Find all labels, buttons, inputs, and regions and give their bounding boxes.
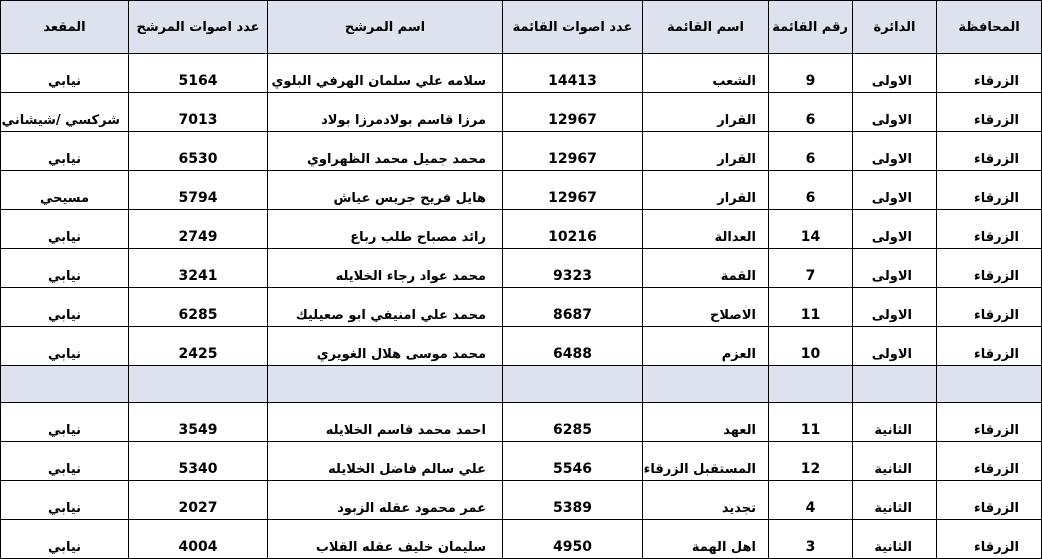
cell-candidate-votes: 6530 bbox=[129, 132, 268, 171]
separator-cell bbox=[643, 366, 769, 403]
cell-list-name: اهل الهمة bbox=[643, 520, 769, 559]
district-separator-row bbox=[1, 366, 1042, 403]
table-row bbox=[1, 93, 1042, 132]
cell-list-number: 6 bbox=[769, 171, 853, 210]
cell-candidate-name: علي سالم فاضل الخلايله bbox=[268, 442, 503, 481]
cell-district: الثانية bbox=[853, 520, 937, 559]
cell-seat: مسيحي bbox=[1, 171, 129, 210]
cell-list-number: 3 bbox=[769, 520, 853, 559]
cell-candidate-votes: 5164 bbox=[129, 54, 268, 93]
cell-governorate: الزرقاء bbox=[937, 54, 1042, 93]
cell-candidate-name: محمد جميل محمد الظهراوي bbox=[268, 132, 503, 171]
cell-district: الاولى bbox=[853, 288, 937, 327]
cell-candidate-name: سلامه علي سلمان الهرفي البلوي bbox=[268, 54, 503, 93]
cell-seat: نيابي bbox=[1, 132, 129, 171]
cell-seat: نيابي bbox=[1, 54, 129, 93]
table-row bbox=[1, 442, 1042, 481]
header-candidate-votes: عدد اصوات المرشح bbox=[129, 1, 268, 54]
cell-list-votes: 10216 bbox=[503, 210, 643, 249]
cell-governorate: الزرقاء bbox=[937, 481, 1042, 520]
cell-list-name: القرار bbox=[643, 132, 769, 171]
cell-list-number: 4 bbox=[769, 481, 853, 520]
table-row bbox=[1, 171, 1042, 210]
cell-district: الاولى bbox=[853, 327, 937, 366]
cell-list-name: الاصلاح bbox=[643, 288, 769, 327]
cell-district: الاولى bbox=[853, 249, 937, 288]
cell-list-votes: 6488 bbox=[503, 327, 643, 366]
header-candidate-name: اسم المرشح bbox=[268, 1, 503, 54]
cell-governorate: الزرقاء bbox=[937, 210, 1042, 249]
cell-list-votes: 6285 bbox=[503, 403, 643, 442]
cell-list-number: 10 bbox=[769, 327, 853, 366]
cell-governorate: الزرقاء bbox=[937, 403, 1042, 442]
cell-district: الاولى bbox=[853, 54, 937, 93]
cell-candidate-name: هايل فريح جريس عياش bbox=[268, 171, 503, 210]
cell-seat: نيابي bbox=[1, 327, 129, 366]
cell-seat: نيابي bbox=[1, 442, 129, 481]
cell-list-number: 7 bbox=[769, 249, 853, 288]
header-list-name: اسم القائمة bbox=[643, 1, 769, 54]
cell-district: الاولى bbox=[853, 171, 937, 210]
cell-list-votes: 4950 bbox=[503, 520, 643, 559]
cell-list-name: القمة bbox=[643, 249, 769, 288]
cell-seat: نيابي bbox=[1, 520, 129, 559]
cell-list-votes: 5546 bbox=[503, 442, 643, 481]
table-row bbox=[1, 249, 1042, 288]
cell-list-votes: 12967 bbox=[503, 93, 643, 132]
cell-candidate-votes: 6285 bbox=[129, 288, 268, 327]
cell-list-votes: 5389 bbox=[503, 481, 643, 520]
table-row bbox=[1, 481, 1042, 520]
cell-list-number: 6 bbox=[769, 132, 853, 171]
cell-list-name: تجديد bbox=[643, 481, 769, 520]
cell-governorate: الزرقاء bbox=[937, 93, 1042, 132]
header-district: الدائرة bbox=[853, 1, 937, 54]
header-governorate: المحافظة bbox=[937, 1, 1042, 54]
cell-candidate-votes: 7013 bbox=[129, 93, 268, 132]
cell-seat: نيابي bbox=[1, 288, 129, 327]
separator-cell bbox=[503, 366, 643, 403]
cell-candidate-votes: 2027 bbox=[129, 481, 268, 520]
cell-candidate-votes: 5794 bbox=[129, 171, 268, 210]
cell-list-name: العزم bbox=[643, 327, 769, 366]
cell-district: الثانية bbox=[853, 403, 937, 442]
cell-seat: نيابي bbox=[1, 481, 129, 520]
cell-candidate-name: احمد محمد قاسم الخلايله bbox=[268, 403, 503, 442]
cell-seat: نيابي bbox=[1, 403, 129, 442]
cell-list-name: الشعب bbox=[643, 54, 769, 93]
table-row bbox=[1, 520, 1042, 559]
cell-seat: شركسي /شيشاني bbox=[1, 93, 129, 132]
table-row bbox=[1, 210, 1042, 249]
header-seat: المقعد bbox=[1, 1, 129, 54]
cell-list-name: القرار bbox=[643, 93, 769, 132]
cell-list-number: 9 bbox=[769, 54, 853, 93]
cell-governorate: الزرقاء bbox=[937, 327, 1042, 366]
cell-list-votes: 12967 bbox=[503, 171, 643, 210]
cell-seat: نيابي bbox=[1, 249, 129, 288]
header-list-number: رقم القائمة bbox=[769, 1, 853, 54]
cell-seat: نيابي bbox=[1, 210, 129, 249]
cell-district: الاولى bbox=[853, 210, 937, 249]
cell-list-votes: 8687 bbox=[503, 288, 643, 327]
table-row bbox=[1, 403, 1042, 442]
separator-cell bbox=[853, 366, 937, 403]
cell-district: الاولى bbox=[853, 132, 937, 171]
cell-governorate: الزرقاء bbox=[937, 171, 1042, 210]
cell-list-number: 6 bbox=[769, 93, 853, 132]
separator-cell bbox=[129, 366, 268, 403]
cell-list-votes: 9323 bbox=[503, 249, 643, 288]
cell-list-number: 11 bbox=[769, 288, 853, 327]
separator-cell bbox=[1, 366, 129, 403]
cell-candidate-name: رائد مصباح طلب رباع bbox=[268, 210, 503, 249]
cell-list-votes: 14413 bbox=[503, 54, 643, 93]
cell-district: الاولى bbox=[853, 93, 937, 132]
separator-cell bbox=[937, 366, 1042, 403]
cell-candidate-name: عمر محمود عقله الزبود bbox=[268, 481, 503, 520]
cell-list-number: 12 bbox=[769, 442, 853, 481]
cell-candidate-votes: 2749 bbox=[129, 210, 268, 249]
cell-candidate-name: مرزا قاسم بولادمرزا بولاد bbox=[268, 93, 503, 132]
cell-district: الثانية bbox=[853, 442, 937, 481]
cell-candidate-name: سليمان خليف عقله القلاب bbox=[268, 520, 503, 559]
cell-governorate: الزرقاء bbox=[937, 442, 1042, 481]
cell-district: الثانية bbox=[853, 481, 937, 520]
cell-list-number: 11 bbox=[769, 403, 853, 442]
cell-candidate-name: محمد عواد رجاء الخلايله bbox=[268, 249, 503, 288]
cell-candidate-name: محمد علي امنيفي ابو صعيليك bbox=[268, 288, 503, 327]
cell-candidate-votes: 3549 bbox=[129, 403, 268, 442]
cell-candidate-votes: 5340 bbox=[129, 442, 268, 481]
separator-cell bbox=[769, 366, 853, 403]
table-row bbox=[1, 54, 1042, 93]
header-list-votes: عدد اصوات القائمة bbox=[503, 1, 643, 54]
header-row bbox=[1, 1, 1042, 54]
cell-list-name: القرار bbox=[643, 171, 769, 210]
cell-list-name: العدالة bbox=[643, 210, 769, 249]
table-row bbox=[1, 327, 1042, 366]
cell-list-number: 14 bbox=[769, 210, 853, 249]
cell-governorate: الزرقاء bbox=[937, 132, 1042, 171]
cell-candidate-votes: 2425 bbox=[129, 327, 268, 366]
cell-governorate: الزرقاء bbox=[937, 288, 1042, 327]
cell-list-votes: 12967 bbox=[503, 132, 643, 171]
cell-governorate: الزرقاء bbox=[937, 249, 1042, 288]
table-row bbox=[1, 132, 1042, 171]
cell-list-name: المستقبل الزرقاء bbox=[643, 442, 769, 481]
cell-candidate-name: محمد موسى هلال الغويري bbox=[268, 327, 503, 366]
cell-governorate: الزرقاء bbox=[937, 520, 1042, 559]
table-row bbox=[1, 288, 1042, 327]
cell-candidate-votes: 3241 bbox=[129, 249, 268, 288]
cell-list-name: العهد bbox=[643, 403, 769, 442]
separator-cell bbox=[268, 366, 503, 403]
cell-candidate-votes: 4004 bbox=[129, 520, 268, 559]
